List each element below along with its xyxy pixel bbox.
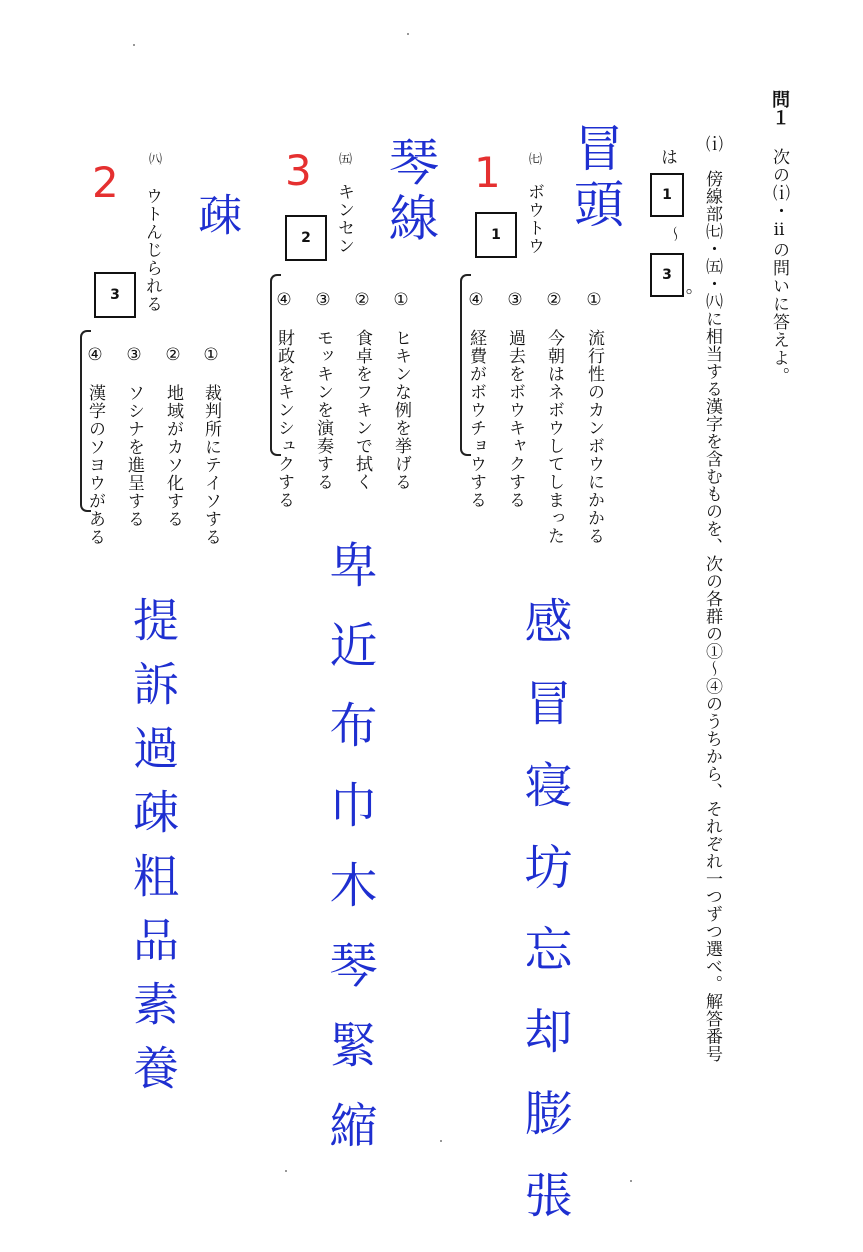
- item-a-handwritten-number: 1: [474, 148, 501, 197]
- handwritten-word: 感冒: [516, 596, 572, 760]
- item-a-choice-3: [506, 290, 523, 509]
- item-o-handwritten-number: 2: [92, 158, 119, 207]
- handwritten-word: 粗品: [126, 852, 180, 980]
- handwritten-word: 木琴: [321, 860, 377, 1020]
- item-a-marker: ㈦: [526, 152, 541, 165]
- item-a-choice-2: [545, 290, 562, 545]
- scan-speck: [630, 1180, 632, 1182]
- item-o-marker: ㈧: [146, 152, 161, 165]
- choice-text: 漢学のソヨウがある: [85, 384, 105, 546]
- choice-number: ②: [352, 290, 372, 311]
- item-o-choice-2: [164, 345, 181, 528]
- item-a-handwritten-choice-kanji: [516, 596, 572, 1252]
- choice-text: ソシナを進呈する: [124, 384, 144, 528]
- item-o-choice-1: [202, 345, 219, 546]
- answer-range-start-number: 1: [662, 187, 672, 203]
- item-e-answer-box: [285, 215, 327, 261]
- item-a-answer-number: 1: [491, 227, 501, 243]
- part-i-tail: は: [657, 148, 677, 165]
- handwritten-word: 提訴: [126, 596, 180, 724]
- item-e-choice-1: [392, 290, 409, 491]
- item-e-answer-number: 2: [301, 230, 311, 246]
- item-o-handwritten-choice-kanji: [126, 596, 180, 1108]
- answer-range-tilde: ～: [665, 226, 684, 242]
- item-e-choice-4: [275, 290, 292, 509]
- choice-text: 流行性のカンボウにかかる: [584, 329, 604, 545]
- item-e-marker: ㈤: [336, 152, 351, 165]
- question-title: 問１: [769, 90, 790, 126]
- item-e-handwritten-choice-kanji: [321, 540, 377, 1180]
- choice-number: ③: [505, 290, 525, 311]
- item-e-reading: キンセン: [334, 183, 354, 255]
- scan-speck: [285, 1170, 287, 1172]
- question-instruction: 次の⒤・ⅱの問いに答えよ。: [769, 148, 789, 385]
- choice-number: ①: [201, 345, 221, 366]
- choice-number: ②: [163, 345, 183, 366]
- item-a-reading: ボウトウ: [524, 183, 544, 255]
- choice-text: 裁判所にテイソする: [201, 384, 221, 546]
- handwritten-word: 素養: [126, 980, 180, 1108]
- item-a-choice-4: [467, 290, 484, 509]
- scan-speck: [407, 33, 409, 35]
- choice-text: 食卓をフキンで拭く: [352, 329, 372, 491]
- choice-text: 地域がカソ化する: [163, 384, 183, 528]
- choice-number: ④: [85, 345, 105, 366]
- item-e-choice-3: [314, 290, 331, 491]
- choice-number: ①: [584, 290, 604, 311]
- choice-number: ④: [274, 290, 294, 311]
- choice-text: モッキンを演奏する: [313, 329, 333, 491]
- choice-number: ③: [124, 345, 144, 366]
- choice-text: 過去をボウキャクする: [505, 329, 525, 509]
- choice-number: ④: [466, 290, 486, 311]
- part-i-instruction: ⒤ 傍線部㈦・㈤・㈧に相当する漢字を含むものを、次の各群の①～④のうちから、それぞれ一つずつ選べ。解答番号: [702, 135, 722, 1063]
- item-o-choice-3: [125, 345, 142, 528]
- handwritten-word: 布巾: [321, 700, 377, 860]
- item-o-reading: ウトんじられる: [142, 187, 162, 313]
- answer-range-start-box: [650, 173, 684, 217]
- choice-number: ①: [391, 290, 411, 311]
- choice-text: ヒキンな例を挙げる: [391, 329, 411, 491]
- item-e-choice-2: [353, 290, 370, 491]
- choice-number: ③: [313, 290, 333, 311]
- item-o-answer-number: 3: [110, 287, 120, 303]
- item-o-choice-4: [86, 345, 103, 546]
- handwritten-word: 寝坊: [516, 760, 572, 924]
- item-a-handwritten-kanji: 冒頭: [566, 122, 624, 234]
- scan-speck: [440, 1140, 442, 1142]
- item-e-handwritten-kanji: 琴線: [381, 136, 439, 248]
- handwritten-word: 膨張: [516, 1088, 572, 1252]
- item-a-answer-box: [475, 212, 517, 258]
- item-a-choice-1: [585, 290, 602, 545]
- item-e-handwritten-number: 3: [285, 146, 312, 195]
- handwritten-word: 過疎: [126, 724, 180, 852]
- choice-text: 財政をキンシュクする: [274, 329, 294, 509]
- answer-range-period: 。: [672, 288, 693, 306]
- scan-speck: [133, 44, 135, 46]
- answer-range-end-number: 3: [662, 267, 672, 283]
- choice-text: 経費がボウチョウする: [466, 329, 486, 509]
- handwritten-word: 卑近: [321, 540, 377, 700]
- handwritten-word: 緊縮: [321, 1020, 377, 1180]
- item-o-answer-box: [94, 272, 136, 318]
- choice-number: ②: [544, 290, 564, 311]
- item-o-handwritten-kanji: 疎: [190, 192, 241, 236]
- choice-text: 今朝はネボウしてしまった: [544, 329, 564, 545]
- handwritten-word: 忘却: [516, 924, 572, 1088]
